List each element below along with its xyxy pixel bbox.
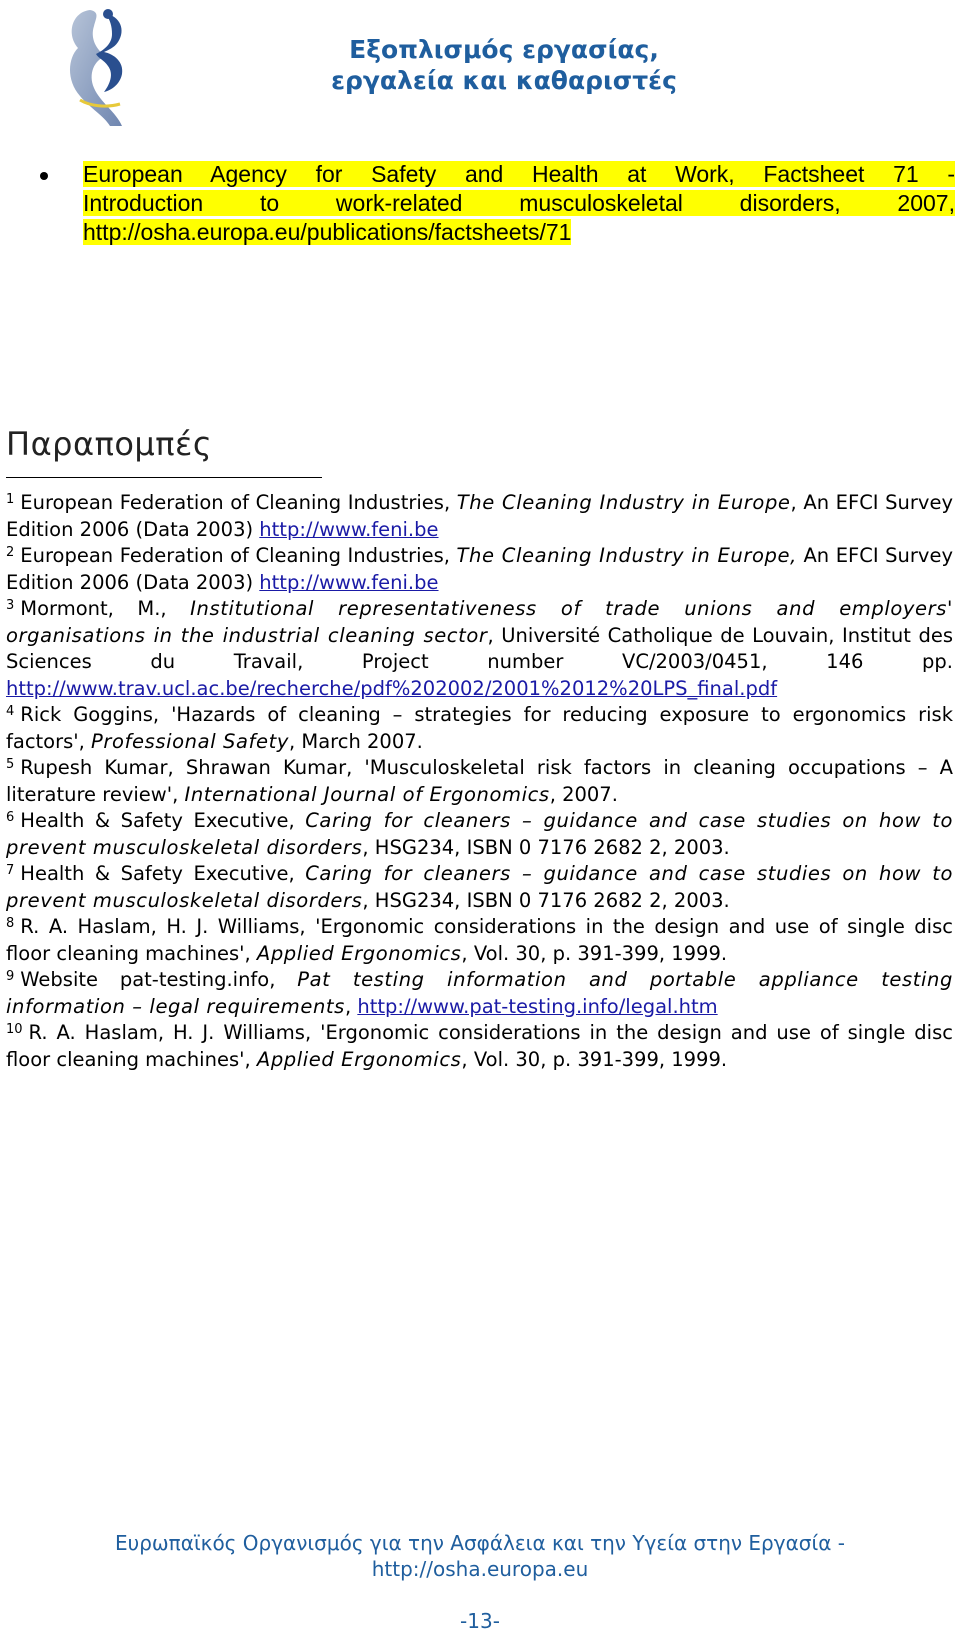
bullet-line1: European Agency for Safety and Health at Work, Factsheet 71 - (83, 161, 955, 187)
footnote-title: The Cleaning Industry in Europe (456, 491, 791, 514)
footnote-text: R. A. Haslam, H. J. Williams, 'Ergonomic considerations in the design and use of single disc floor cleaning machines', (6, 915, 953, 965)
footnote-title: Caring for cleaners – guidance and case studies on how to prevent musculoskeletal disorders (6, 862, 953, 912)
footnote-title: Professional Safety (91, 729, 289, 753)
header-title-line2: εργαλεία και καθαριστές (331, 66, 677, 95)
footnote-text: , HSG234, ISBN 0 7176 2682 2, 2003. (362, 888, 730, 912)
footnote-text: Website pat-testing.info, (20, 968, 298, 991)
footer-organisation: Ευρωπαϊκός Οργανισμός για την Ασφάλεια και την Υγεία στην Εργασία - (115, 1531, 845, 1555)
footnote-number: 5 (6, 757, 15, 772)
footnotes-list (6, 490, 953, 1073)
footer-url: http://osha.europa.eu (371, 1557, 589, 1581)
footnote-number: 9 (6, 969, 15, 984)
footnote-8 (6, 914, 953, 967)
footnote-text: , Vol. 30, p. 391-399, 1999. (461, 1047, 728, 1071)
footnote-text: R. A. Haslam, H. J. Williams, 'Ergonomic considerations in the design and use of single disc floor cleaning machines', (6, 1021, 953, 1071)
footnote-7 (6, 861, 953, 914)
footnote-text: , 2007. (549, 782, 618, 806)
page-number: -13- (460, 1609, 500, 1633)
header-title-line1: Εξοπλισμός εργασίας, (349, 35, 659, 64)
footnote-text: , (344, 994, 358, 1018)
footnote-separator (6, 477, 322, 478)
footnote-text: Health & Safety Executive, (20, 809, 306, 832)
bullet-dot-icon (40, 172, 48, 180)
footnote-3 (6, 596, 953, 702)
bullet-line3: http://osha.europa.eu/publications/factsheets/71 (83, 219, 572, 245)
footnote-number: 2 (6, 545, 15, 560)
footnote-link[interactable]: http://www.trav.ucl.ac.be/recherche/pdf%202002/2001%2012%20LPS_final.pdf (6, 676, 778, 700)
footnote-text: Health & Safety Executive, (20, 862, 306, 885)
footnote-text: European Federation of Cleaning Industries, (20, 491, 457, 514)
page-footer (0, 1530, 960, 1582)
bullet-text (83, 160, 955, 247)
agency-logo (60, 4, 144, 128)
footnote-title: International Journal of Ergonomics (184, 782, 550, 806)
footnote-5 (6, 755, 953, 808)
footnote-title: Institutional representativeness of trade unions and employers' organisations in the industrial cleaning sector (6, 597, 953, 647)
footnote-text: Rupesh Kumar, Shrawan Kumar, 'Musculoskeletal risk factors in cleaning occupations – A literature review', (6, 756, 953, 806)
footnote-6 (6, 808, 953, 861)
footnote-9 (6, 967, 953, 1020)
footnote-link[interactable]: http://www.pat-testing.info/legal.htm (357, 994, 718, 1018)
footnote-number: 6 (6, 810, 15, 825)
footnote-title: The Cleaning Industry in Europe, (456, 544, 797, 567)
footnote-10 (6, 1020, 953, 1073)
footnote-number: 8 (6, 916, 15, 931)
footnote-text: , An EFCI Survey Edition 2006 (Data 2003) (6, 491, 953, 541)
footnote-text: , Vol. 30, p. 391-399, 1999. (461, 941, 728, 965)
footnote-title: Applied Ergonomics (256, 941, 462, 965)
footnote-link[interactable]: http://www.feni.be (259, 570, 439, 594)
footnote-text: An EFCI Survey Edition 2006 (Data 2003) (6, 544, 953, 594)
references-heading: Παραπομπές (6, 425, 213, 463)
footnote-text: European Federation of Cleaning Industries, (20, 544, 457, 567)
document-header-title (264, 34, 744, 96)
footnote-title: Pat testing information and portable appliance testing information – legal requirements (6, 968, 953, 1018)
bullet-line2: Introduction to work-related musculoskeletal disorders, 2007, (83, 190, 955, 216)
footnote-4 (6, 702, 953, 755)
footnote-number: 7 (6, 863, 15, 878)
footnote-title: Caring for cleaners – guidance and case studies on how to prevent musculoskeletal disorders (6, 809, 953, 859)
footnote-2 (6, 543, 953, 596)
footnote-text: , HSG234, ISBN 0 7176 2682 2, 2003. (362, 835, 730, 859)
footnote-title: Applied Ergonomics (256, 1047, 462, 1071)
footnote-number: 3 (6, 598, 15, 613)
footnote-1 (6, 490, 953, 543)
footnote-text: , Université Catholique de Louvain, Institut des Sciences du Travail, Project number VC/2003/0451, 146 pp. (6, 623, 954, 673)
footnote-text: Rick Goggins, 'Hazards of cleaning – strategies for reducing exposure to ergonomics risk factors', (6, 703, 953, 753)
footnote-number: 10 (6, 1022, 23, 1037)
footnote-number: 1 (6, 492, 15, 507)
footnote-text: Mormont, M., (20, 597, 191, 620)
footnote-text: , March 2007. (288, 729, 423, 753)
footnote-link[interactable]: http://www.feni.be (259, 517, 439, 541)
footnote-number: 4 (6, 704, 15, 719)
